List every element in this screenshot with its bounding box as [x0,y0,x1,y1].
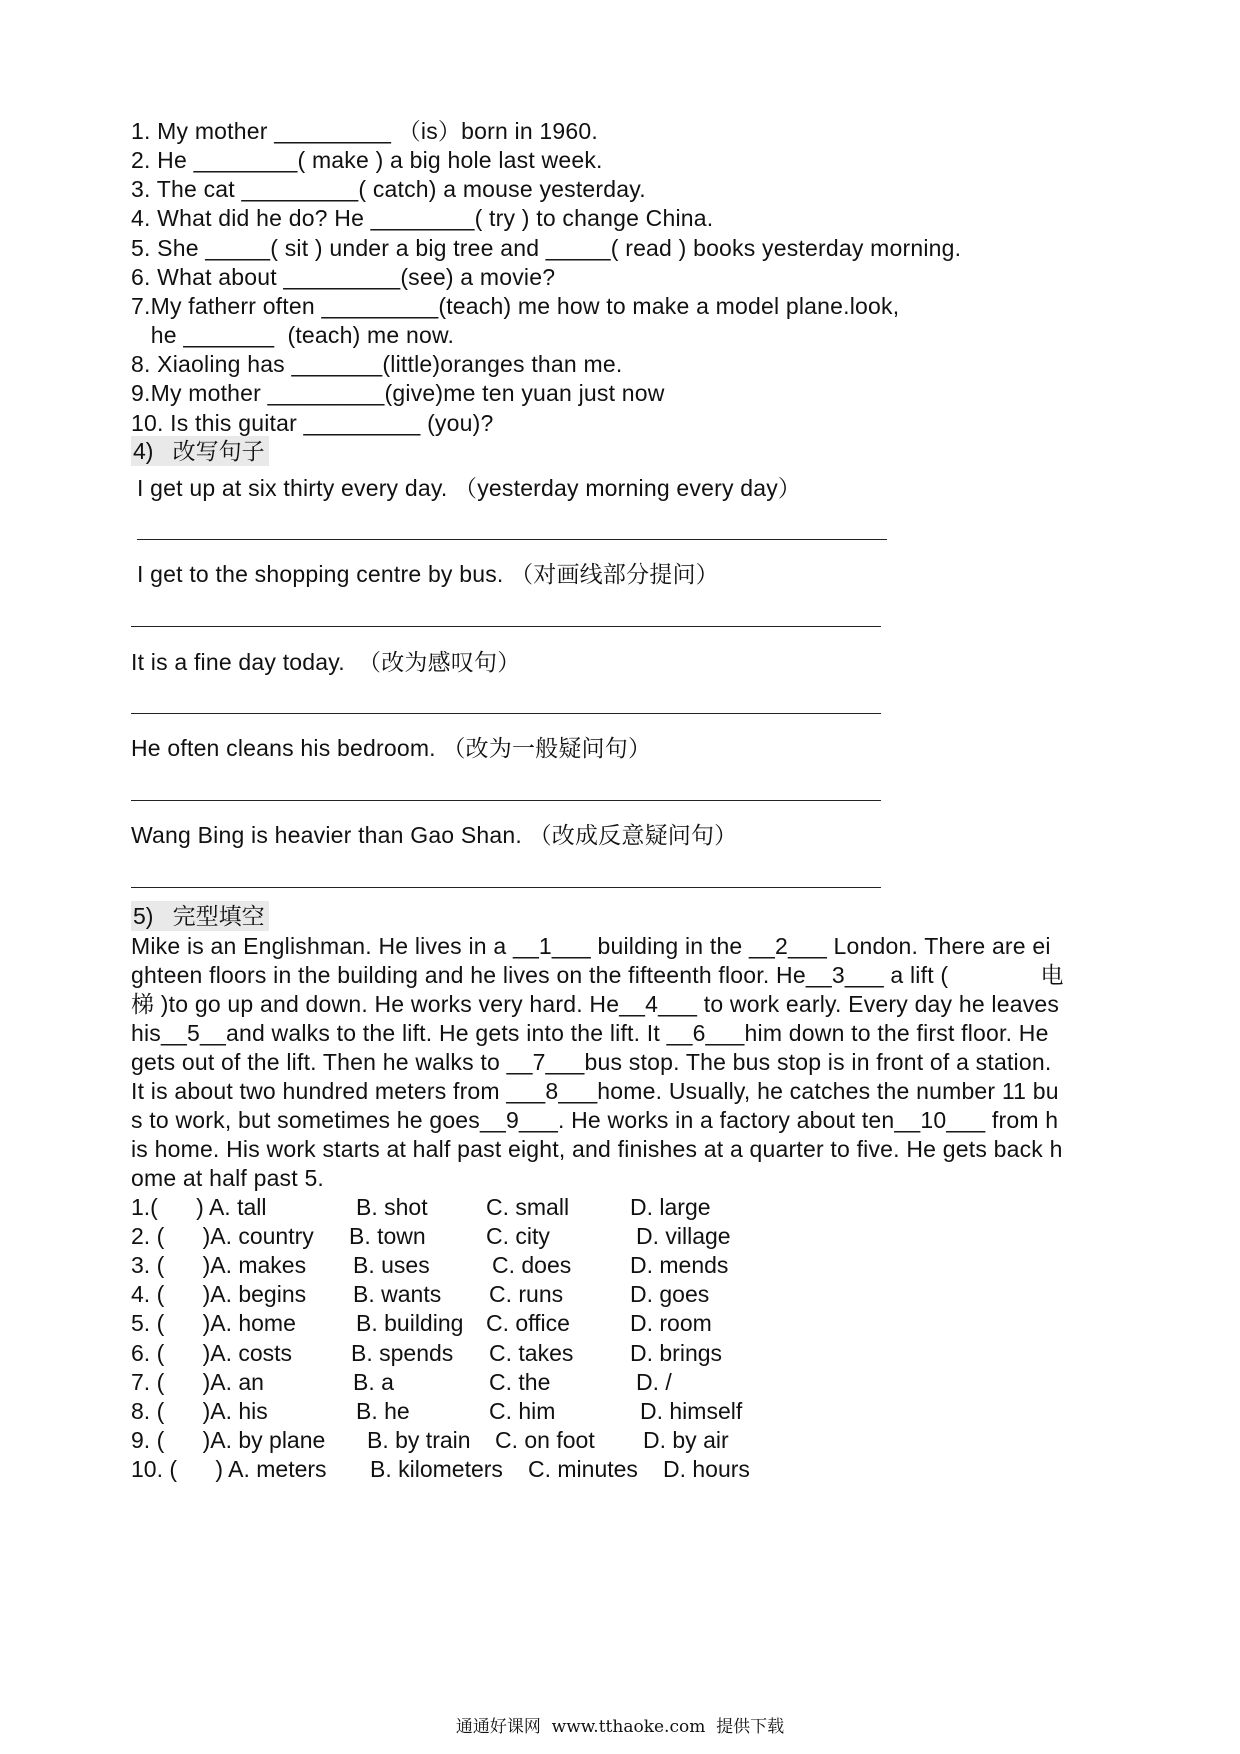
rewrite-prompt: It is a fine day today. （改为感叹句） [131,649,521,675]
option-d: D. room [630,1310,712,1336]
exercise-line: 8. Xiaoling has _______(little)oranges than me. [131,351,623,377]
option-b: B. uses [353,1252,430,1278]
exercise-line: 7.My fatherr often _________(teach) me how to make a model plane.look, [131,293,900,319]
question-stem: 1.( ) A. tall [131,1194,267,1220]
option-d: D. by air [643,1427,729,1453]
question-stem: 4. ( )A. begins [131,1281,307,1307]
option-b: B. kilometers [370,1456,503,1482]
option-c: C. office [486,1310,570,1336]
option-b: B. shot [356,1194,428,1220]
option-b: B. spends [351,1340,454,1366]
exercise-line: 4. What did he do? He ________( try ) to change China. [131,205,714,231]
exercise-line: 10. Is this guitar _________ (you)? [131,410,494,436]
question-stem: 7. ( )A. an [131,1369,264,1395]
rewrite-prompt: I get up at six thirty every day. （yesterday morning every day） [137,475,802,501]
question-stem: 3. ( )A. makes [131,1252,307,1278]
rewrite-prompt: Wang Bing is heavier than Gao Shan. （改成反意疑问句） [131,822,738,848]
option-c: C. does [492,1252,572,1278]
passage-line: ghteen floors in the building and he lives on the fifteenth floor. He__3___ a lift ( 电 [131,962,1064,988]
option-b: B. he [356,1398,410,1424]
option-d: D. mends [630,1252,729,1278]
exercise-line: 5. She _____( sit ) under a big tree and _____( read ) books yesterday morning. [131,235,962,261]
question-stem: 5. ( )A. home [131,1310,296,1336]
passage-line: his__5__and walks to the lift. He gets into the lift. It __6___him down to the first floor. He [131,1020,1049,1046]
option-b: B. a [353,1369,394,1395]
exercise-line: 9.My mother _________(give)me ten yuan just now [131,380,665,406]
option-d: D. village [636,1223,731,1249]
passage-line: 梯 )to go up and down. He works very hard. He__4___ to work early. Every day he leaves [131,991,1060,1017]
option-c: C. minutes [528,1456,638,1482]
answer-line [131,887,881,888]
question-stem: 8. ( )A. his [131,1398,268,1424]
option-b: B. building [356,1310,464,1336]
answer-line [131,713,881,714]
option-d: D. hours [663,1456,750,1482]
option-c: C. city [486,1223,550,1249]
answer-line [131,626,881,627]
passage-line: It is about two hundred meters from ___8___home. Usually, he catches the number 11 bu [131,1078,1059,1104]
answer-line [131,800,881,801]
footer-source: 通通好课网 www.tthaoke.com 提供下载 [455,1717,785,1737]
option-d: D. himself [640,1398,743,1424]
option-c: C. him [489,1398,556,1424]
exercise-line: 6. What about _________(see) a movie? [131,264,556,290]
passage-line: gets out of the lift. Then he walks to __7___bus stop. The bus stop is in front of a station. [131,1049,1052,1075]
exercise-line: he _______ (teach) me now. [131,322,455,348]
option-d: D. goes [630,1281,710,1307]
question-stem: 9. ( )A. by plane [131,1427,326,1453]
rewrite-prompt: He often cleans his bedroom. （改为一般疑问句） [131,735,652,761]
exercise-line: 3. The cat _________( catch) a mouse yesterday. [131,176,646,202]
passage-line: Mike is an Englishman. He lives in a __1___ building in the __2___ London. There are ei [131,933,1051,959]
section-heading-cloze: 5) 完型填空 [131,901,269,931]
answer-line [137,539,887,540]
exercise-line: 2. He ________( make ) a big hole last week. [131,147,603,173]
section-heading-rewrite: 4) 改写句子 [131,436,269,466]
option-c: C. small [486,1194,570,1220]
option-d: D. brings [630,1340,723,1366]
option-b: B. town [349,1223,426,1249]
option-c: C. on foot [495,1427,595,1453]
question-stem: 2. ( )A. country [131,1223,314,1249]
option-b: B. wants [353,1281,442,1307]
passage-line: is home. His work starts at half past eight, and finishes at a quarter to five. He gets back h [131,1136,1063,1162]
option-b: B. by train [367,1427,471,1453]
question-stem: 10. ( ) A. meters [131,1456,327,1482]
option-c: C. takes [489,1340,574,1366]
exercise-line: 1. My mother _________ （is）born in 1960. [131,118,598,144]
option-d: D. / [636,1369,672,1395]
question-stem: 6. ( )A. costs [131,1340,293,1366]
option-c: C. the [489,1369,551,1395]
option-d: D. large [630,1194,711,1220]
option-c: C. runs [489,1281,564,1307]
passage-line: s to work, but sometimes he goes__9___. He works in a factory about ten__10___ from h [131,1107,1059,1133]
passage-line: ome at half past 5. [131,1165,325,1191]
rewrite-prompt: I get to the shopping centre by bus. （对画线部分提问） [137,561,719,587]
